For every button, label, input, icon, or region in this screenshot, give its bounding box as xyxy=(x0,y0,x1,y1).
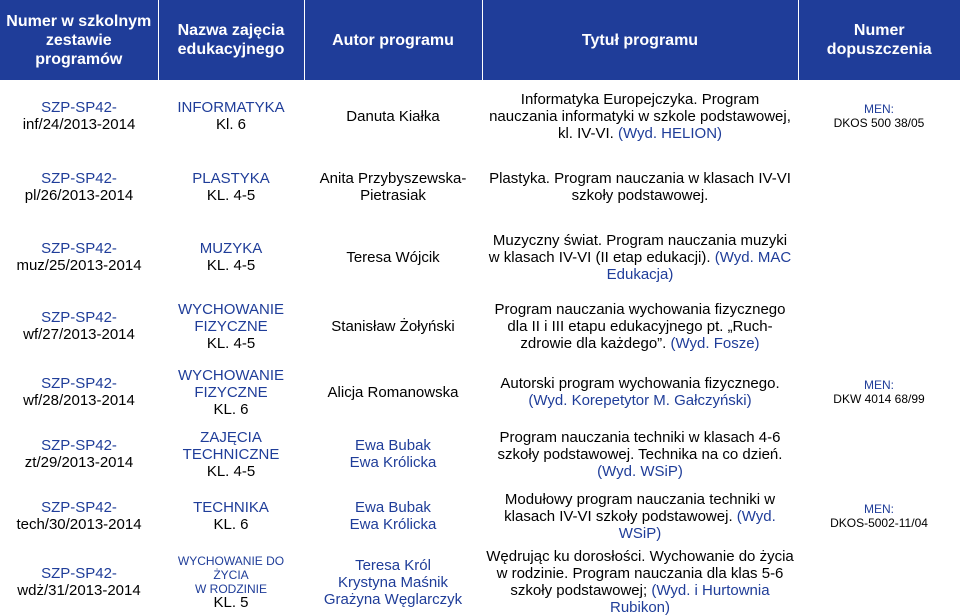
program-number: SZP-SP42- wf/28/2013-2014 xyxy=(23,375,135,409)
header-subject: Nazwa zajęcia edukacyjnego xyxy=(158,0,304,80)
author-name: Teresa Wójcik xyxy=(346,248,440,266)
subject-name: WYCHOWANIE FIZYCZNE KL. 6 xyxy=(177,366,285,418)
subject-name: WYCHOWANIE DO ŻYCIA W RODZINIE KL. 5 xyxy=(177,554,285,611)
approval-number xyxy=(798,292,960,360)
program-title: Program nauczania wychowania fizycznego dla II i III etapu edukacyjnego pt. „Ruch-zdrowie dla każdego”. (Wyd. Fosze) xyxy=(494,300,786,352)
program-title: Autorski program wychowania fizycznego. (Wyd. Korepetytor M. Gałczyński) xyxy=(500,375,780,409)
program-title: Plastyka. Program nauczania w klasach IV-VI szkoły podstawowej. xyxy=(489,170,791,204)
approval-number xyxy=(798,152,960,222)
program-number: SZP-SP42- muz/25/2013-2014 xyxy=(16,240,142,274)
program-number: SZP-SP42- tech/30/2013-2014 xyxy=(16,499,142,533)
author-name: Ewa Bubak Ewa Królicka xyxy=(349,437,437,471)
author-name: Teresa Król Krystyna Maśnik Grażyna Węglarczyk xyxy=(323,556,463,608)
approval-number xyxy=(798,548,960,616)
subject-name: PLASTYKA KL. 4-5 xyxy=(192,170,270,204)
table-row xyxy=(0,484,960,548)
author-name: Stanisław Żołyński xyxy=(331,317,455,335)
program-title: Muzyczny świat. Program nauczania muzyki w klasach IV-VI (II etap edukacji). (Wyd. MAC Edukacja) xyxy=(488,231,792,283)
program-title: Wędrując ku dorosłości. Wychowanie do życia w rodzinie. Program nauczania dla klas 5-6 szkoły podstawowej; (Wyd. i Hurtownia Rubikon) xyxy=(486,548,794,616)
table-row xyxy=(0,152,960,222)
approval-number xyxy=(798,222,960,292)
table-row xyxy=(0,360,960,424)
author-name: Anita Przybyszewska- Pietrasiak xyxy=(319,170,467,204)
header-title: Tytuł programu xyxy=(482,0,798,80)
program-number: SZP-SP42- wdż/31/2013-2014 xyxy=(17,565,141,599)
header-author: Autor programu xyxy=(304,0,482,80)
subject-name: WYCHOWANIE FIZYCZNE KL. 4-5 xyxy=(177,300,285,352)
author-name: Ewa Bubak Ewa Królicka xyxy=(349,499,437,533)
program-title: Modułowy program nauczania techniki w klasach IV-VI szkoły podstawowej. (Wyd. WSiP) xyxy=(504,490,776,542)
author-name: Alicja Romanowska xyxy=(327,383,459,401)
table-row xyxy=(0,80,960,152)
approval-number: MEN: DKW 4014 68/99 xyxy=(833,378,925,406)
subject-name: MUZYKA KL. 4-5 xyxy=(199,240,263,274)
table-row xyxy=(0,292,960,360)
author-name: Danuta Kiałka xyxy=(346,107,440,125)
program-number: SZP-SP42- inf/24/2013-2014 xyxy=(22,99,136,133)
program-number: SZP-SP42- zt/29/2013-2014 xyxy=(24,437,134,471)
header-row xyxy=(0,0,960,80)
subject-name: INFORMATYKA Kl. 6 xyxy=(177,99,285,133)
program-title: Informatyka Europejczyka. Program nauczania informatyki w szkole podstawowej, kl. IV-VI. (Wyd. HELION) xyxy=(489,90,791,142)
subject-name: TECHNIKA KL. 6 xyxy=(193,499,269,533)
header-number: Numer w szkolnym zestawie programów xyxy=(0,0,158,80)
table-row xyxy=(0,548,960,616)
header-approval: Numer dopuszczenia xyxy=(798,0,960,80)
approval-number xyxy=(798,424,960,484)
program-number: SZP-SP42- pl/26/2013-2014 xyxy=(24,170,134,204)
table-row xyxy=(0,222,960,292)
program-number: SZP-SP42- wf/27/2013-2014 xyxy=(23,309,135,343)
program-title: Program nauczania techniki w klasach 4-6 szkoły podstawowej. Technika na co dzień.(Wyd. WSiP) xyxy=(497,428,783,480)
table-row xyxy=(0,424,960,484)
subject-name: ZAJĘCIA TECHNICZNE KL. 4-5 xyxy=(182,428,280,480)
approval-number: MEN: DKOS-5002-11/04 xyxy=(830,502,928,530)
approval-number: MEN: DKOS 500 38/05 xyxy=(833,102,925,130)
